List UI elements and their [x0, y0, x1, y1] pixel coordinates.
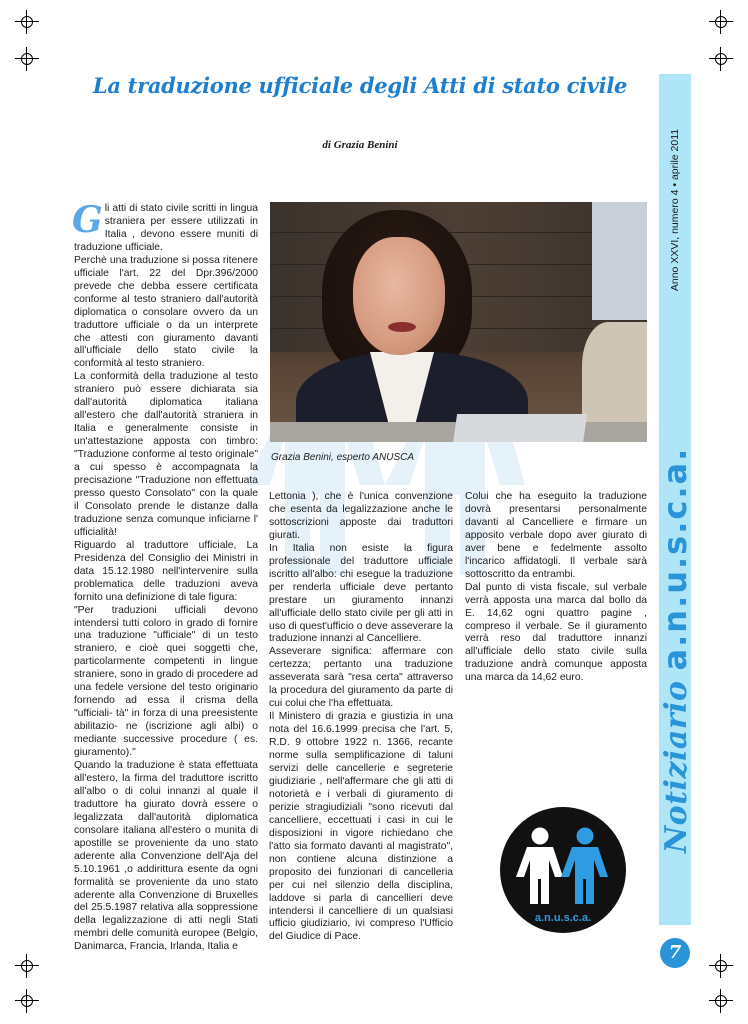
brand-name: a.n.u.s.c.a.: [656, 446, 694, 671]
paragraph: "Per traduzioni ufficiali devono intendersi tutti coloro in grado di fornire una traduzione "ufficiale" di un testo straniero, e cioè quei soggetti che, particolarmente competenti in lingue straniere, sono in grado di procedere ad una fedele versione del testo originario fornendo ad essa il crisma della "ufficiali- tà" in forza di una preesistente abilitazio- ne (iscrizione agli albi) o mediante successive procedure ( es. giuramento).": [74, 604, 258, 759]
registration-mark: [19, 958, 35, 974]
paragraph: Colui che ha eseguito la traduzione dovrà presentarsi personalmente davanti al Cancelliere e firmare un apposito verbale dopo aver giurato di aver bene e fedelmente assolto l'incarico affidatogli. Il verbale sarà sottoscritto da entrambi.: [465, 491, 647, 580]
registration-mark: [713, 993, 729, 1009]
paragraph: Quando la traduzione è stata effettuata all'estero, la firma del traduttore iscritto all'albo o di colui innanzi al quale il traduttore ha giurato dovrà essere o legalizzata dall'autorità diplomatica consolare italiana all'estero o munita di apostille se proveniente da uno stato aderente alla Convenzione dell'Aja del 5.10.1961 ,o addirittura esente da ogni formalità se proveniente da uno stato aderente alla Convenzione di Bruxelles del 25.5.1987 relativa alla soppressione della legalizzazione di atti negli Stati membri delle comunità europee (Belgio, Danimarca, Francia, Irlanda, Italia e: [74, 759, 258, 953]
article-title: La traduzione ufficiale degli Atti di stato civile: [92, 73, 628, 98]
drop-cap: G: [72, 199, 103, 241]
paragraph: Lettonia ), che è l'unica convenzione che esenta da legalizzazione anche le sottoscrizioni apposte dai traduttori giurati.: [269, 491, 453, 541]
paragraph: La conformità della traduzione al testo straniero può essere dichiarata sia dall'autorità diplomatica italiana all'estero che dall'autorità straniera in Italia e generalmente consiste in un'attestazione apposta con timbro: "Traduzione conforme al testo originale" a cui spesso è accompagnata la precisazione "Traduzione non effettuata presso questo Consolato" con la quale il Consolato prende le distanze dalla traduzione senza comunque inficiarne l' ufficialità!: [74, 371, 258, 538]
portrait-photo: [270, 202, 647, 442]
sidebar-brand: [656, 447, 694, 853]
registration-mark: [19, 14, 35, 30]
article-byline: di Grazia Benini: [322, 139, 398, 151]
photo-caption: Grazia Benini, esperto ANUSCA: [271, 452, 415, 463]
page-number: 7: [660, 938, 690, 968]
registration-mark: [19, 993, 35, 1009]
registration-mark: [19, 51, 35, 67]
anusca-logo: [499, 806, 627, 934]
issue-info: Anno XXVI, numero 4 • aprile 2011: [669, 128, 681, 292]
article-column-2: [269, 491, 453, 944]
brand-word: Notiziario: [659, 680, 694, 854]
article-column-1: [72, 199, 258, 954]
registration-mark: [713, 51, 729, 67]
article-column-3: [465, 491, 647, 685]
logo-text: a.n.u.s.c.a.: [534, 912, 592, 924]
paragraph: Perchè una traduzione si possa ritenere ufficiale l'art. 22 del Dpr.396/2000 prevede che debba essere certificata conforme al testo straniero dall'autorità diplomatica o consolare ovvero da un traduttore ufficiale o da un interprete che attesti con giuramento davanti all'ufficiale dello stato civile la conformità al testo straniero.: [74, 254, 258, 370]
paragraph: Il Ministero di grazia e giustizia in una nota del 16.6.1999 precisa che l'art. 5, R.D. 9 ottobre 1922 n. 1366, recante norme sulla semplificazione di taluni servizi delle cancellerie e segreterie giudiziarie , nell'affermare che gli atti di notorietà e i verbali di giuramento di perizie stragiudiziali "sono ricevuti dal cancelliere, eccettuati i casi in cui le disposizioni in vigore richiedano che l'atto sia formato davanti al magistrato", non contiene alcuna distinzione a proposito dei funzionari di cancelleria per cui nel silenzio della disciplina, laddove si parla di cancellieri deve intendersi il cancelliere di un qualsiasi ufficio giudiziario, ivi compreso l'Ufficio del Giudice di Pace.: [269, 711, 453, 943]
paragraph: Asseverare significa: affermare con certezza; pertanto una traduzione asseverata sarà "resa certa" attraverso la procedura del giuramento da parte di cui colui che l'ha effettuata.: [269, 646, 453, 710]
paragraph: Riguardo al traduttore ufficiale, La Presidenza del Consiglio dei Ministri in data 15.12.1980 nell'intervenire sulla problematica delle traduzioni aveva fornito una definizione di tale figura:: [74, 539, 258, 603]
registration-mark: [713, 14, 729, 30]
paragraph: Dal punto di vista fiscale, sul verbale verrà apposta una marca dal bollo da E. 14,62 ogni quattro pagine , compreso il verbale. Se il giuramento verrà reso dal traduttore innanzi all'ufficiale dello stato civile sulla traduzione andrà comunque apposta una marca da 14,62 euro.: [465, 581, 647, 684]
paragraph: li atti di stato civile scritti in lingua straniera per essere utilizzati in Italia , devono essere muniti di traduzione ufficiale.: [74, 203, 258, 253]
registration-mark: [713, 958, 729, 974]
paragraph: In Italia non esiste la figura professionale del traduttore ufficiale iscritto all'albo: chi esegue la traduzione per renderla ufficiale deve pertanto prestare un giuramento innanzi all'ufficiale dello stato civile per gli atti in uso di quest'ufficio o deve asseverare la traduzione innanzi al Cancelliere.: [269, 542, 453, 645]
